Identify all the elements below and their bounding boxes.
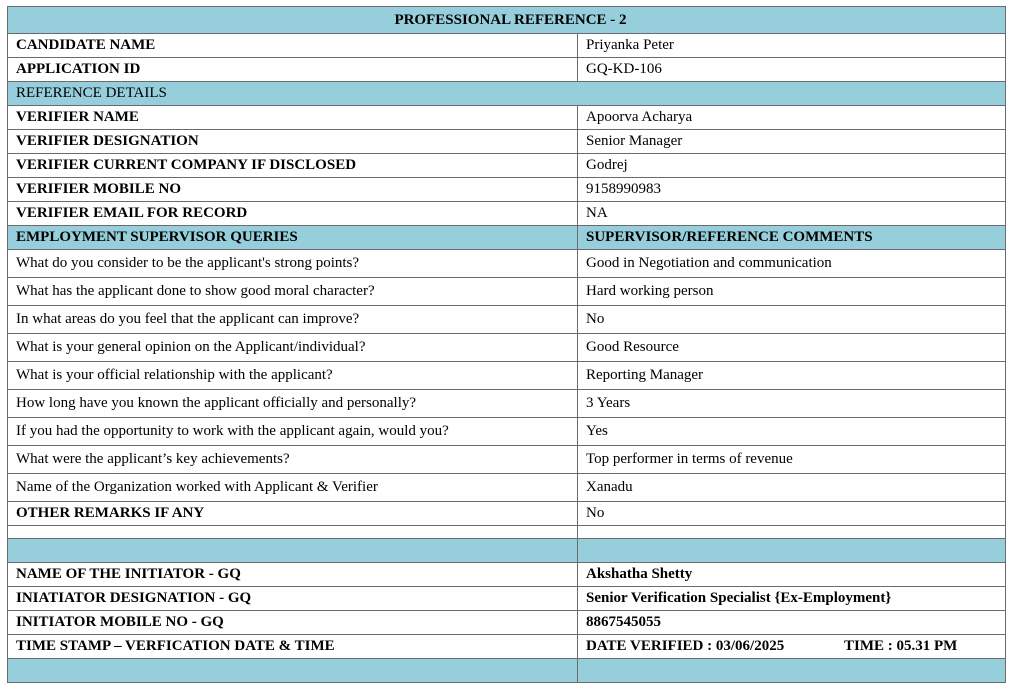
query-row: [8, 334, 1006, 362]
queries-header-row: [8, 226, 1006, 250]
verifier-row: [8, 202, 1006, 226]
verifier-value: 9158990983: [578, 178, 1006, 202]
query-question: What were the applicant’s key achievements?: [8, 446, 578, 474]
initiator-row: [8, 587, 1006, 611]
query-question: What do you consider to be the applicant's strong points?: [8, 250, 578, 278]
queries-header: EMPLOYMENT SUPERVISOR QUERIES: [8, 226, 578, 250]
query-row: [8, 390, 1006, 418]
timestamp-value: [578, 635, 1006, 659]
verifier-value: Apoorva Acharya: [578, 106, 1006, 130]
query-answer: Good in Negotiation and communication: [578, 250, 1006, 278]
query-question: What has the applicant done to show good moral character?: [8, 278, 578, 306]
query-answer: Xanadu: [578, 474, 1006, 502]
date-verified: DATE VERIFIED : 03/06/2025: [586, 638, 785, 654]
verifier-row: [8, 130, 1006, 154]
verifier-row: [8, 154, 1006, 178]
query-answer: 3 Years: [578, 390, 1006, 418]
query-question: In what areas do you feel that the applicant can improve?: [8, 306, 578, 334]
footer-row: [8, 659, 1006, 683]
initiator-value: Senior Verification Specialist {Ex-Employment}: [578, 587, 1006, 611]
separator-row: [8, 539, 1006, 563]
query-question: Name of the Organization worked with Applicant & Verifier: [8, 474, 578, 502]
query-question: What is your official relationship with the applicant?: [8, 362, 578, 390]
time-verified: TIME : 05.31 PM: [844, 638, 958, 654]
spacer-cell: [8, 526, 578, 539]
other-remarks-value: No: [578, 502, 1006, 526]
reference-details-row: [8, 82, 1006, 106]
footer-cell: [8, 659, 578, 683]
timestamp-label: TIME STAMP – VERFICATION DATE & TIME: [8, 635, 578, 659]
comments-header: SUPERVISOR/REFERENCE COMMENTS: [578, 226, 1006, 250]
query-row: [8, 446, 1006, 474]
verifier-label: VERIFIER DESIGNATION: [8, 130, 578, 154]
verifier-label: VERIFIER NAME: [8, 106, 578, 130]
separator-cell: [8, 539, 578, 563]
form-title: PROFESSIONAL REFERENCE - 2: [8, 7, 1006, 34]
reference-details-header: REFERENCE DETAILS: [8, 82, 1006, 106]
candidate-name-value: Priyanka Peter: [578, 34, 1006, 58]
query-question: If you had the opportunity to work with the applicant again, would you?: [8, 418, 578, 446]
spacer-row: [8, 526, 1006, 539]
verifier-row: [8, 178, 1006, 202]
separator-cell: [578, 539, 1006, 563]
query-row: [8, 418, 1006, 446]
query-answer: Reporting Manager: [578, 362, 1006, 390]
verifier-label: VERIFIER MOBILE NO: [8, 178, 578, 202]
candidate-name-label: CANDIDATE NAME: [8, 34, 578, 58]
title-row: [8, 7, 1006, 34]
initiator-label: INIATIATOR DESIGNATION - GQ: [8, 587, 578, 611]
query-question: How long have you known the applicant officially and personally?: [8, 390, 578, 418]
verifier-value: Senior Manager: [578, 130, 1006, 154]
verifier-label: VERIFIER EMAIL FOR RECORD: [8, 202, 578, 226]
candidate-name-row: [8, 34, 1006, 58]
application-id-label: APPLICATION ID: [8, 58, 578, 82]
query-row: [8, 278, 1006, 306]
query-answer: Hard working person: [578, 278, 1006, 306]
initiator-row: [8, 611, 1006, 635]
footer-cell: [578, 659, 1006, 683]
query-answer: No: [578, 306, 1006, 334]
timestamp-row: [8, 635, 1006, 659]
verifier-row: [8, 106, 1006, 130]
other-remarks-row: [8, 502, 1006, 526]
initiator-value: 8867545055: [578, 611, 1006, 635]
query-row: [8, 250, 1006, 278]
query-answer: Top performer in terms of revenue: [578, 446, 1006, 474]
initiator-row: [8, 563, 1006, 587]
other-remarks-label: OTHER REMARKS IF ANY: [8, 502, 578, 526]
query-row: [8, 306, 1006, 334]
initiator-label: INITIATOR MOBILE NO - GQ: [8, 611, 578, 635]
verifier-label: VERIFIER CURRENT COMPANY IF DISCLOSED: [8, 154, 578, 178]
spacer-cell: [578, 526, 1006, 539]
query-answer: Yes: [578, 418, 1006, 446]
reference-form-table: [7, 6, 1006, 683]
application-id-row: [8, 58, 1006, 82]
application-id-value: GQ-KD-106: [578, 58, 1006, 82]
initiator-label: NAME OF THE INITIATOR - GQ: [8, 563, 578, 587]
initiator-value: Akshatha Shetty: [578, 563, 1006, 587]
query-row: [8, 474, 1006, 502]
verifier-value: NA: [578, 202, 1006, 226]
query-answer: Good Resource: [578, 334, 1006, 362]
query-row: [8, 362, 1006, 390]
verifier-value: Godrej: [578, 154, 1006, 178]
query-question: What is your general opinion on the Applicant/individual?: [8, 334, 578, 362]
